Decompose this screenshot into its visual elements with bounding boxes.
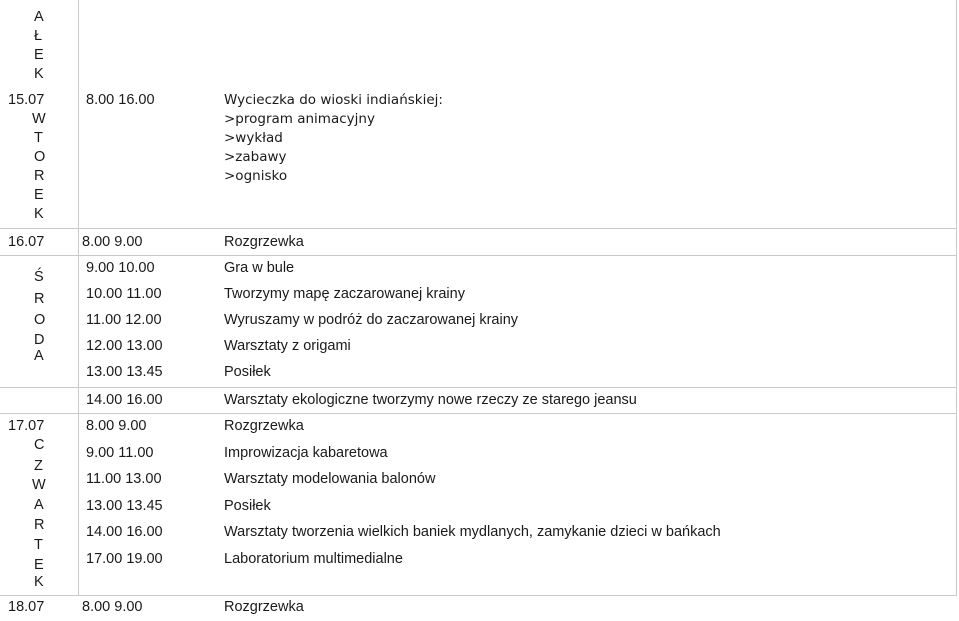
time-cell: 8.00 9.00 [86,418,147,434]
row-divider [0,255,957,256]
row-divider [0,387,957,388]
activity-cell: Laboratorium multimedialne [224,551,403,567]
time-cell: 14.00 16.00 [86,524,163,540]
weekday-letter: A [34,348,44,364]
weekday-letter: Ł [34,28,43,44]
time-cell: 9.00 11.00 [86,445,154,461]
activity-cell: Improwizacja kabaretowa [224,445,388,461]
date-cell: 17.07 [8,418,45,434]
activity-cell: Warsztaty tworzenia wielkich baniek mydlanych, zamykanie dzieci w bańkach [224,524,721,540]
activity-cell: Posiłek [224,364,271,380]
weekday-letter: E [34,187,44,203]
weekday-letter: A [34,9,44,25]
weekday-letter: K [34,206,44,222]
weekday-letter: O [34,312,46,328]
activity-cell: Tworzymy mapę zaczarowanej krainy [224,286,465,302]
time-cell: 13.00 13.45 [86,364,163,380]
time-cell: 13.00 13.45 [86,498,163,514]
weekday-letter: E [34,557,44,573]
weekday-letter: T [34,130,43,146]
time-cell: 8.00 9.00 [82,234,143,250]
time-cell: 10.00 11.00 [86,286,162,302]
activity-cell: Warsztaty modelowania balonów [224,471,436,487]
column-divider-right [956,0,957,595]
column-divider-left [78,0,79,595]
weekday-letter: Ś [34,269,44,285]
time-cell: 8.00 16.00 [86,92,155,108]
date-cell: 18.07 [8,599,45,615]
time-cell: 17.00 19.00 [86,551,163,567]
activity-cell: Warsztaty z origami [224,338,351,354]
weekday-letter: O [34,149,46,165]
weekday-letter: E [34,47,44,63]
time-cell: 9.00 10.00 [86,260,155,276]
activity-cell: Rozgrzewka [224,418,304,434]
weekday-letter: K [34,66,44,82]
activity-line: >wykład [224,130,283,146]
activity-cell: Posiłek [224,498,271,514]
weekday-letter: K [34,574,44,590]
date-cell: 15.07 [8,92,45,108]
weekday-letter: W [32,111,46,127]
weekday-letter: R [34,168,45,184]
time-cell: 14.00 16.00 [86,392,163,408]
activity-line: >zabawy [224,149,287,165]
weekday-letter: R [34,291,45,307]
activity-line: >program animacyjny [224,111,375,127]
date-cell: 16.07 [8,234,45,250]
weekday-letter: T [34,537,43,553]
activity-cell: Rozgrzewka [224,234,304,250]
row-divider [0,413,957,414]
weekday-letter: D [34,332,45,348]
activity-cell: Gra w bule [224,260,295,276]
weekday-letter: C [34,437,45,453]
activity-cell: Wyruszamy w podróż do zaczarowanej krainy [224,312,519,328]
weekday-letter: Z [34,458,43,474]
activity-cell: Rozgrzewka [224,599,304,615]
time-cell: 8.00 9.00 [82,599,143,615]
weekday-letter: W [32,477,46,493]
activity-cell: Warsztaty ekologiczne tworzymy nowe rzeczy ze starego jeansu [224,392,637,408]
row-divider [0,228,957,229]
time-cell: 11.00 12.00 [86,312,162,328]
weekday-letter: A [34,497,44,513]
weekday-letter: R [34,517,45,533]
activity-line: Wycieczka do wioski indiańskiej: [224,92,443,108]
time-cell: 11.00 13.00 [86,471,162,487]
time-cell: 12.00 13.00 [86,338,163,354]
activity-line: >ognisko [224,168,288,184]
row-divider [0,595,957,596]
